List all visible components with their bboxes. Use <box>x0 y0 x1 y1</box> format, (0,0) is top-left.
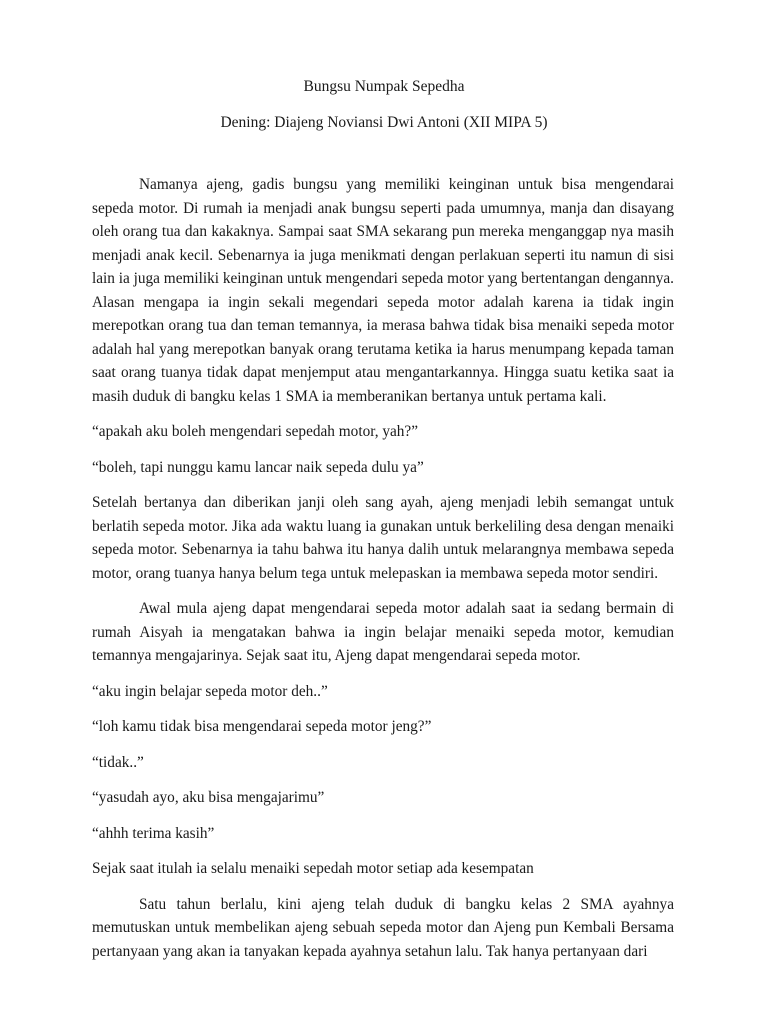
dialogue-line: “apakah aku boleh mengendari sepedah motor, yah?” <box>92 423 419 440</box>
paragraph: Namanya ajeng, gadis bungsu yang memiliki keinginan untuk bisa mengendarai sepeda motor. Di rumah ia menjadi anak bungsu seperti pada umumnya, manja dan disayang oleh orang tua dan kakaknya. Sampai saat SMA sekarang pun mereka menganggap nya masih menjadi anak kecil. Sebenarnya ia juga menikmati dengan perlakuan seperti itu namun di sisi lain ia juga memiliki keinginan untuk mengendari sepeda motor yang bertentangan dengannya. Alasan mengapa ia ingin sekali megendari sepeda motor adalah karena ia tidak ingin merepotkan orang tua dan teman temannya, ia merasa bahwa tidak bisa menaiki sepeda motor adalah hal yang merepotkan banyak orang terutama ketika ia harus menumpang kepada taman saat orang tuanya tidak dapat menjemput atau mengantarkannya. Hingga suatu ketika saat ia masih duduk di bangku kelas 1 SMA ia memberanikan bertanya untuk pertama kali. <box>92 176 674 405</box>
dialogue-line: “aku ingin belajar sepeda motor deh..” <box>92 682 328 700</box>
paragraph: Satu tahun berlalu, kini ajeng telah duduk di bangku kelas 2 SMA ayahnya memutuskan untuk membelikan ajeng sebuah sepeda motor dan Ajeng pun Kembali Bersama pertanyaan yang akan ia tanyakan kepada ayahnya setahun lalu. Tak hanya pertanyaan dari <box>92 895 674 960</box>
paragraph: Sejak saat itulah ia selalu menaiki sepedah motor setiap ada kesempatan <box>92 860 534 877</box>
dialogue-line: “ahhh terima kasih” <box>92 824 215 842</box>
dialogue-line: “boleh, tapi nunggu kamu lancar naik sepeda dulu ya” <box>92 458 424 476</box>
paragraph: Awal mula ajeng dapat mengendarai sepeda motor adalah saat ia sedang bermain di rumah Aisyah ia mengatakan bahwa ia ingin belajar menaiki sepeda motor, kemudian temannya mengajarinya. Sejak saat itu, Ajeng dapat mengendarai sepeda motor. <box>92 600 674 664</box>
dialogue-line: “yasudah ayo, aku bisa mengajarimu” <box>92 789 325 806</box>
author-line: Dening: Diajeng Noviansi Dwi Antoni (XII MIPA 5) <box>220 114 548 131</box>
dialogue-line: “tidak..” <box>92 753 144 771</box>
document-title: Bungsu Numpak Sepedha <box>303 78 465 95</box>
dialogue-line: “loh kamu tidak bisa mengendarai sepeda motor jeng?” <box>92 718 432 735</box>
story-body <box>92 173 674 975</box>
paragraph: Setelah bertanya dan diberikan janji oleh sang ayah, ajeng menjadi lebih semangat untuk berlatih sepeda motor. Jika ada waktu luang ia gunakan untuk berkeliling desa dengan menaiki sepeda motor. Sebenarnya ia tahu bahwa itu hanya dalih untuk melarangnya membawa sepeda motor, orang tuanya hanya belum tega untuk melepaskan ia membawa sepeda motor sendiri. <box>92 494 674 582</box>
